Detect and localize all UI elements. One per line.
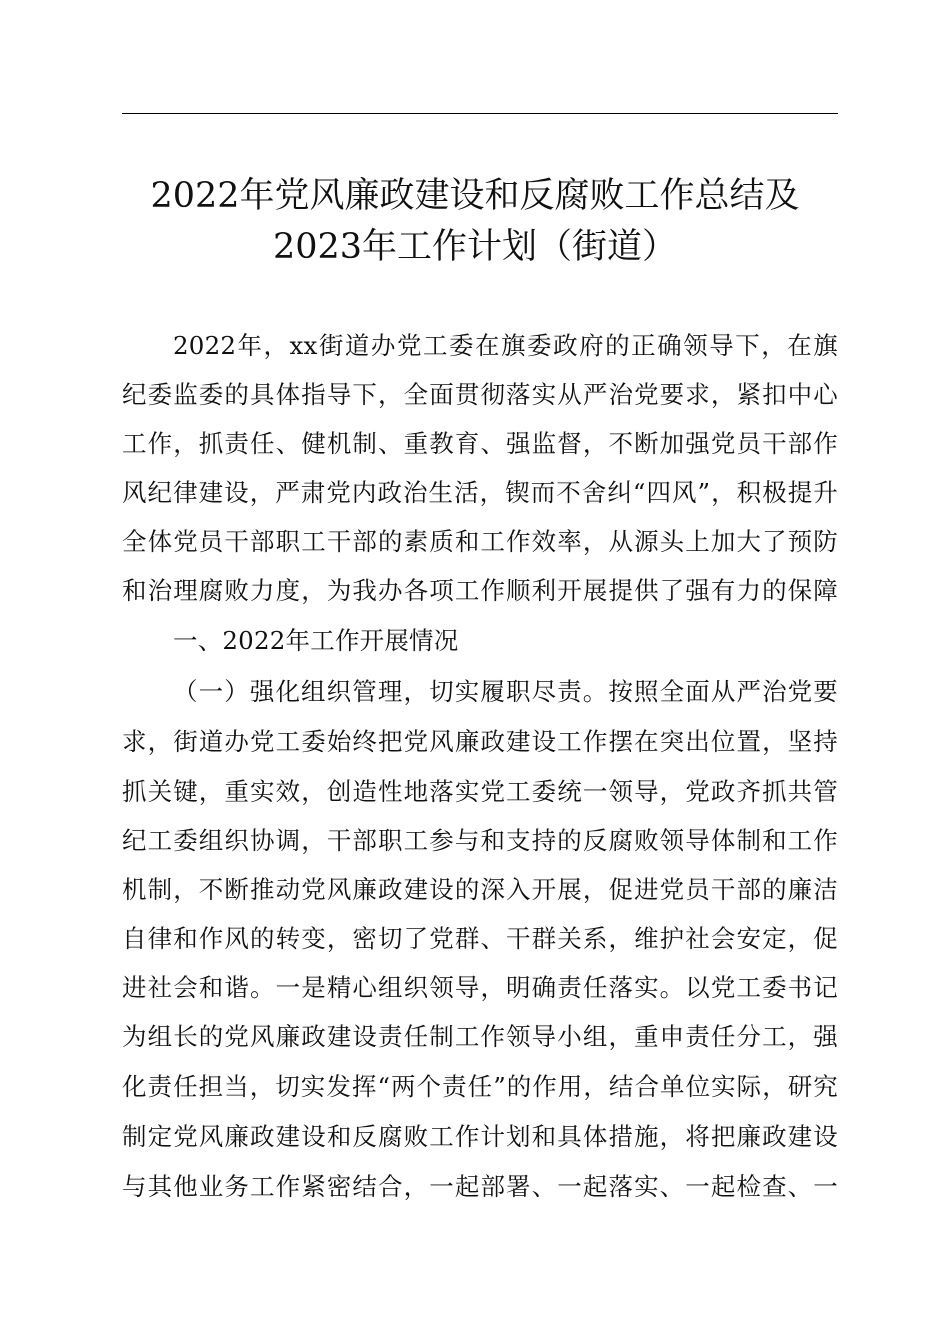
paragraph-line: 求，街道办党工委始终把党风廉政建设工作摆在突出位置，坚持	[122, 727, 838, 756]
paragraph-line: 机制，不断推动党风廉政建设的深入开展，促进党员干部的廉洁	[122, 875, 838, 904]
paragraph-line: 为组长的党风廉政建设责任制工作领导小组，重申责任分工，强	[122, 1022, 838, 1051]
header-rule	[122, 113, 838, 114]
document-title-line-1: 2022年党风廉政建设和反腐败工作总结及	[150, 176, 800, 216]
paragraph-line: 工作，抓责任、健机制、重教育、强监督，不断加强党员干部作	[122, 429, 838, 458]
paragraph-line: 抓关键，重实效，创造性地落实党工委统一领导，党政齐抓共管	[122, 777, 838, 806]
paragraph-line: 纪工委组织协调，干部职工参与和支持的反腐败领导体制和工作	[122, 826, 838, 855]
document-title-line-2: 2023年工作计划（街道）	[272, 227, 678, 267]
paragraph-line: 2022年，xx街道办党工委在旗委政府的正确领导下，在旗	[173, 331, 838, 360]
paragraph-line: 全体党员干部职工干部的素质和工作效率，从源头上加大了预防	[122, 527, 838, 556]
paragraph-line: （一）强化组织管理，切实履职尽责。按照全面从严治党要	[173, 677, 838, 706]
paragraph-line: 制定党风廉政建设和反腐败工作计划和具体措施，将把廉政建设	[122, 1122, 838, 1151]
paragraph-line: 进社会和谐。一是精心组织领导，明确责任落实。以党工委书记	[122, 973, 838, 1002]
section-heading: 一、2022年工作开展情况	[173, 626, 459, 655]
paragraph-line: 风纪律建设，严肃党内政治生活，锲而不舍纠“四风”，积极提升	[122, 478, 838, 507]
paragraph-line: 和治理腐败力度，为我办各项工作顺利开展提供了强有力的保障	[122, 576, 838, 605]
paragraph-line: 纪委监委的具体指导下，全面贯彻落实从严治党要求，紧扣中心	[122, 380, 838, 409]
paragraph-line: 自律和作风的转变，密切了党群、干群关系，维护社会安定，促	[122, 924, 838, 953]
paragraph-line: 与其他业务工作紧密结合，一起部署、一起落实、一起检查、一	[122, 1172, 838, 1201]
paragraph-line: 化责任担当，切实发挥“两个责任”的作用，结合单位实际，研究	[122, 1072, 838, 1101]
